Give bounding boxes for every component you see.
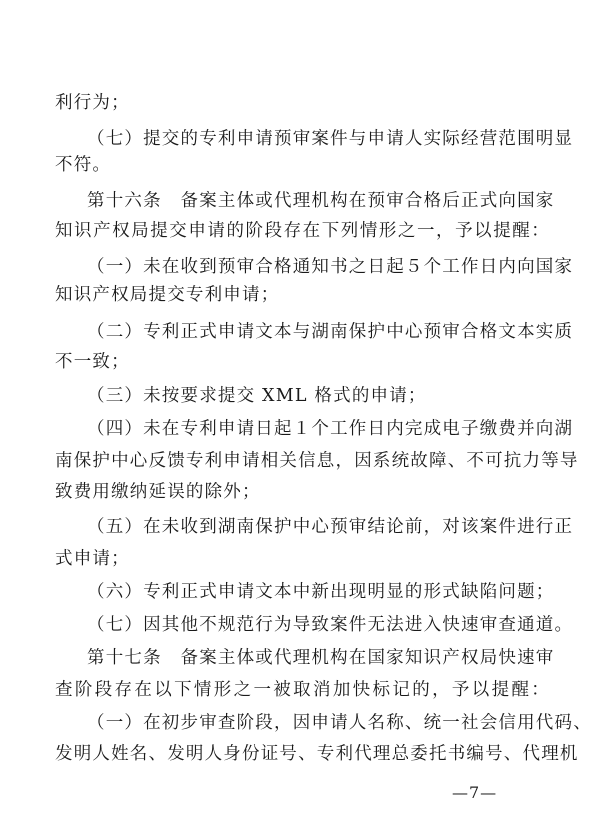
text-line-9: 不一致； [55,352,130,372]
text-line-7: 知识产权局提交专利申请； [55,285,280,305]
text-line-8: （二）专利正式申请文本与湖南保护中心预审合格文本实质 [87,322,574,342]
text-line-5: 知识产权局提交申请的阶段存在下列情形之一，予以提醒： [55,221,550,241]
text-line-1: 利行为； [55,93,130,113]
text-line-10: （三）未按要求提交 XML 格式的申请； [87,386,427,406]
text-line-14: （五）在未收到湖南保护中心预审结论前，对该案件进行正 [87,517,574,537]
text-line-21: 发明人姓名、发明人身份证号、专利代理总委托书编号、代理机 [55,744,579,764]
text-line-15: 式申请； [55,549,130,569]
article-17-heading-line: 第十七条 备案主体或代理机构在国家知识产权局快速审 [87,648,555,668]
text-line-16: （六）专利正式申请文本中新出现明显的形式缺陷问题； [87,582,555,602]
page-number: —7— [452,783,498,802]
text-line-11: （四）未在专利申请日起１个工作日内完成电子缴费并向湖 [87,419,574,439]
text-line-6: （一）未在收到预审合格通知书之日起５个工作日内向国家 [87,257,574,277]
text-line-3: 不符。 [55,155,112,175]
text-line-12: 南保护中心反馈专利申请相关信息，因系统故障、不可抗力等导 [55,451,579,471]
text-line-20: （一）在初步审查阶段，因申请人名称、统一社会信用代码、 [87,713,592,733]
article-16-heading-line: 第十六条 备案主体或代理机构在预审合格后正式向国家 [87,191,555,211]
text-line-13: 致费用缴纳延误的除外； [55,482,261,502]
text-line-17: （七）因其他不规范行为导致案件无法进入快速审查通道。 [87,615,574,635]
text-line-2: （七）提交的专利申请预审案件与申请人实际经营范围明显 [87,129,574,149]
text-line-19: 查阶段存在以下情形之一被取消加快标记的，予以提醒： [55,680,550,700]
